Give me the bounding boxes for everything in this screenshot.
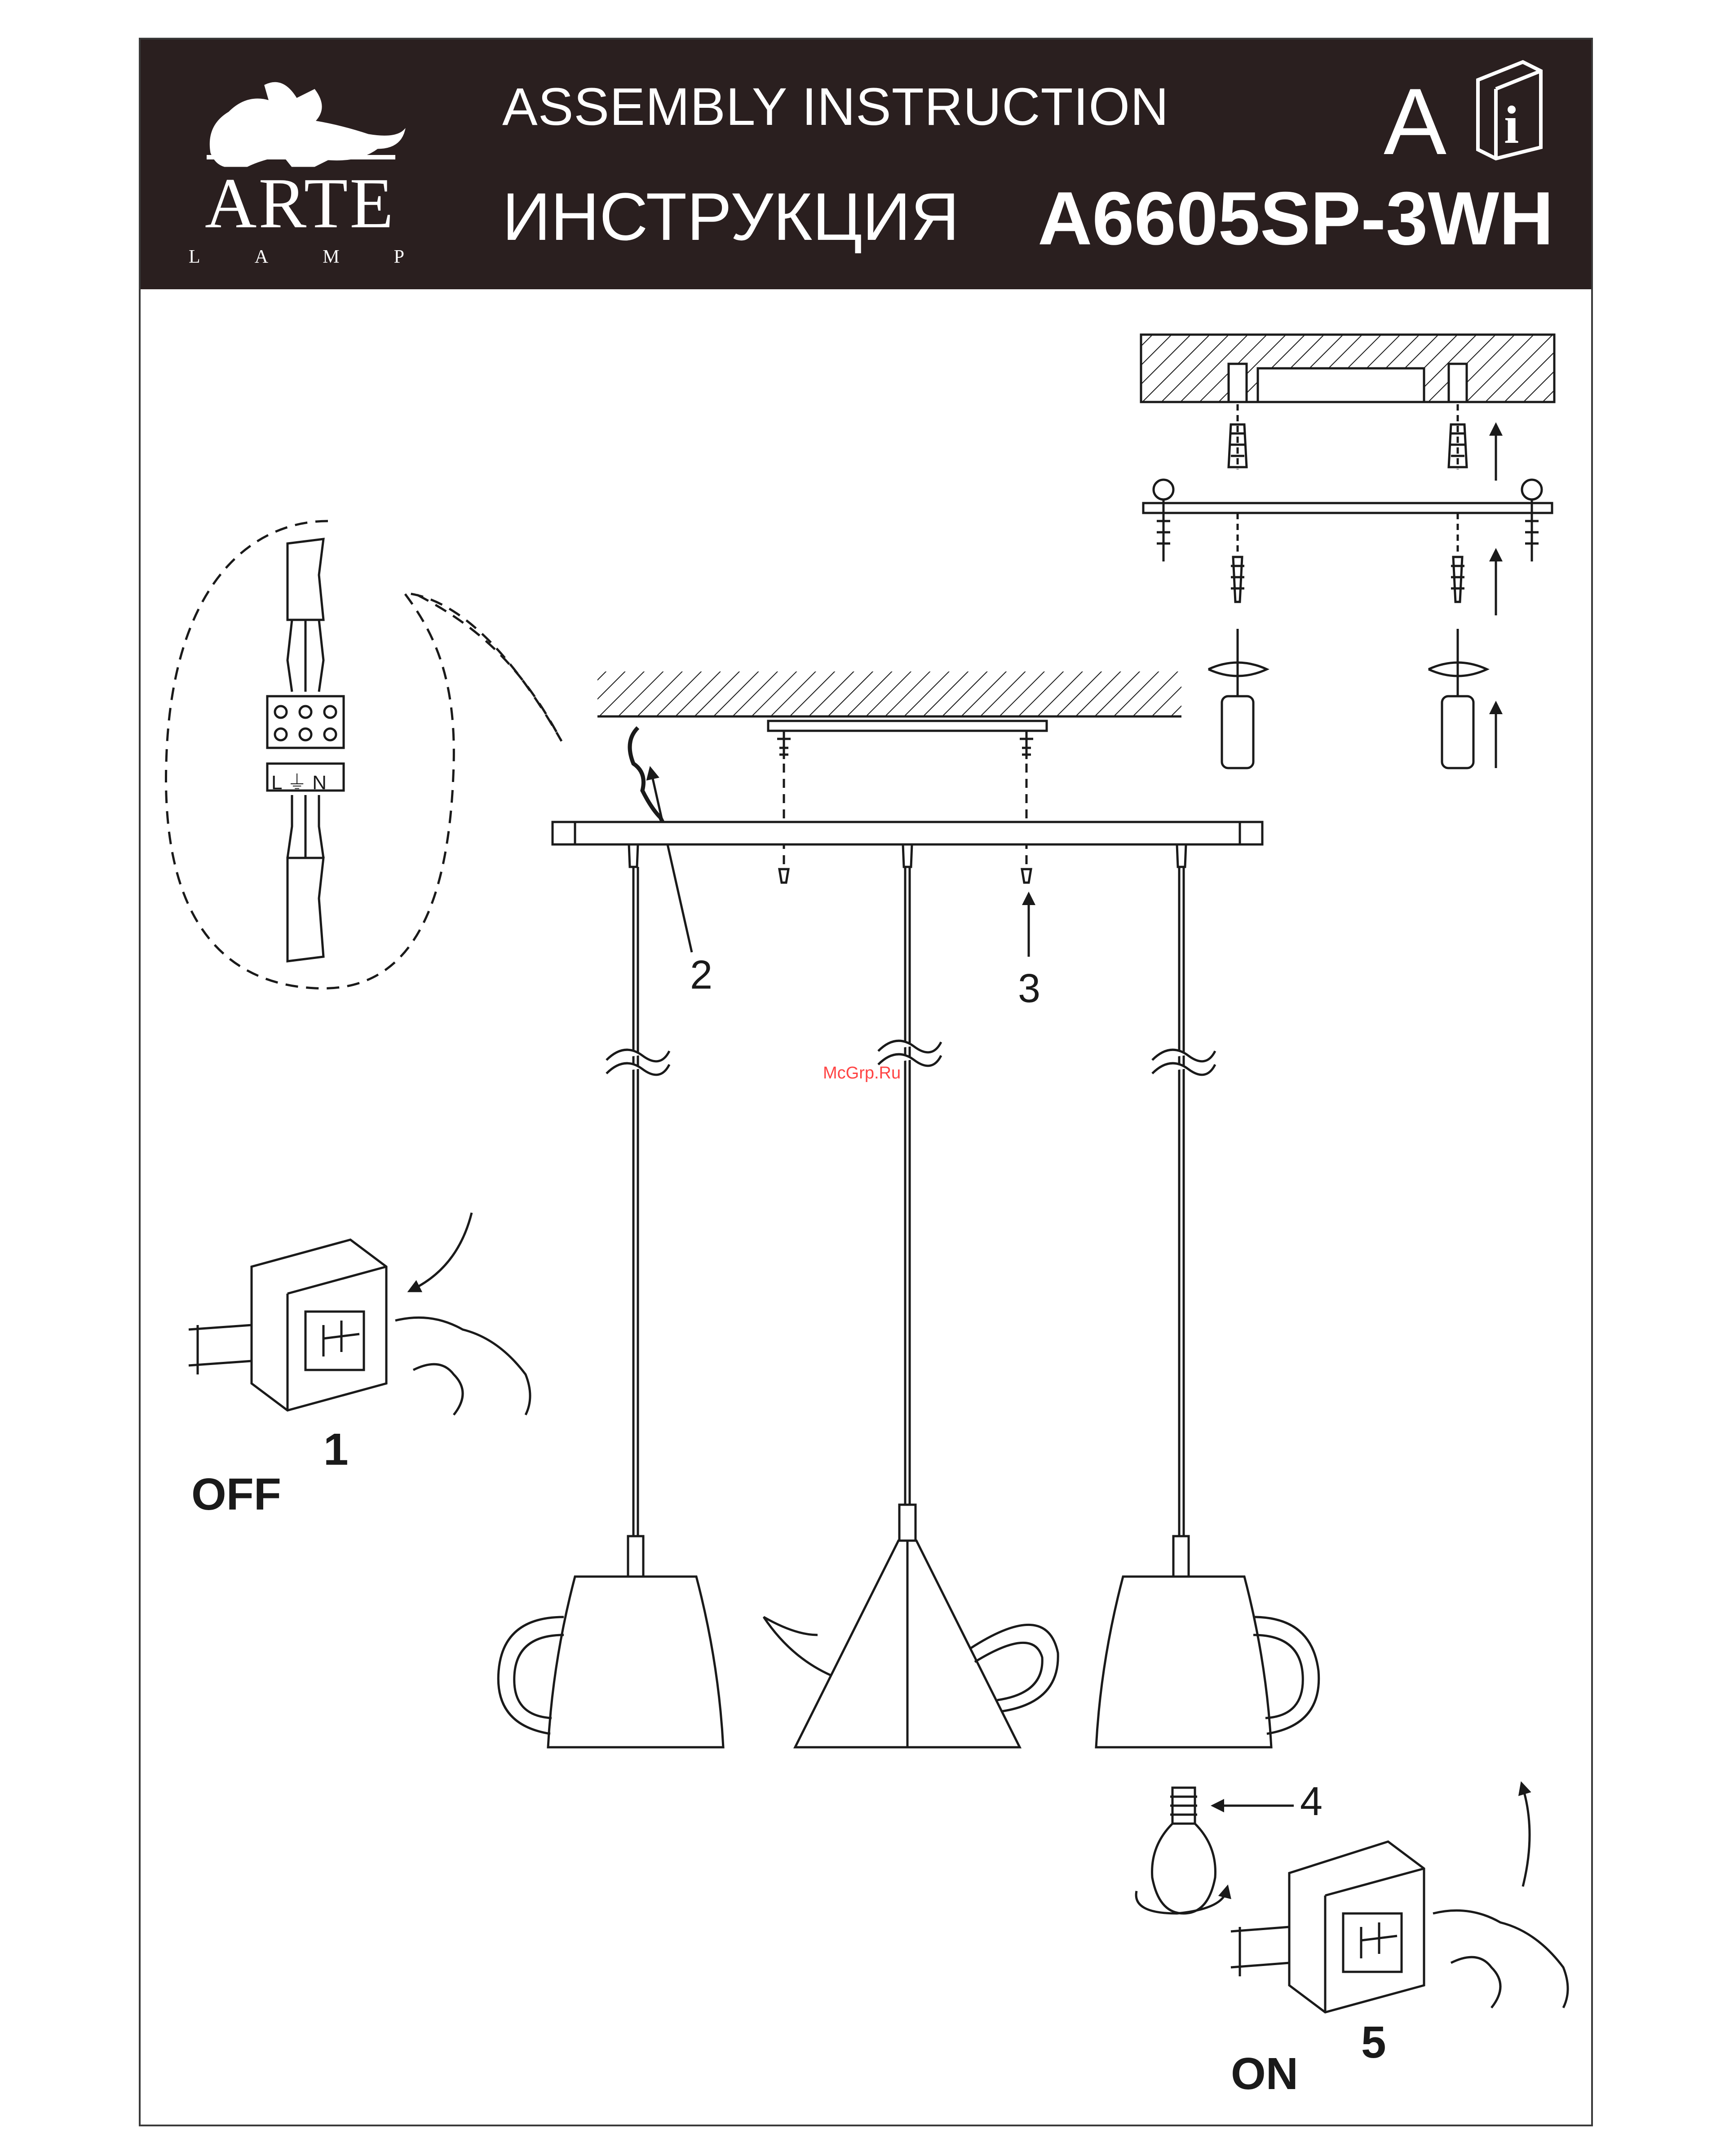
brand-sub-letter: M [323,247,340,267]
brand-sub-letter: L [189,247,200,267]
light-switch-off [189,1213,530,1415]
light-bulb [1136,1788,1294,1913]
part-label-2: 2 [690,953,713,998]
model-number: A6605SP-3WH [1038,176,1554,261]
terminal-marking: L ⏚ N [271,772,327,794]
part-label-4: 4 [1300,1779,1323,1824]
step-number-5: 5 [1361,2017,1386,2068]
step-number-1: 1 [323,1424,349,1475]
grade-letter: A [1384,69,1447,174]
ceiling-hatch [597,672,1181,716]
part-label-3: 3 [1018,966,1041,1011]
switch-state-on: ON [1231,2049,1298,2099]
brand-sub-letter: A [254,247,269,267]
title-russian: ИНСТРУКЦИЯ [502,179,960,254]
title-english: ASSEMBLY INSTRUCTION [502,77,1169,137]
teapot-shade [764,1541,1058,1747]
switch-state-off: OFF [191,1469,281,1520]
wiring-detail-bubble [166,521,562,989]
suspension-rods [606,844,1215,1536]
cup-shade-left [498,1577,723,1747]
ceiling-mount-detail [1141,335,1554,768]
cup-shade-right [1096,1577,1319,1747]
svg-text:i: i [1504,95,1519,155]
canopy-plate [553,822,1262,844]
light-switch-on [1231,1788,1568,2012]
watermark-text: McGrp.Ru [823,1064,901,1082]
brand-sub-letter: P [394,247,404,267]
brand-name: ARTE [204,163,396,243]
